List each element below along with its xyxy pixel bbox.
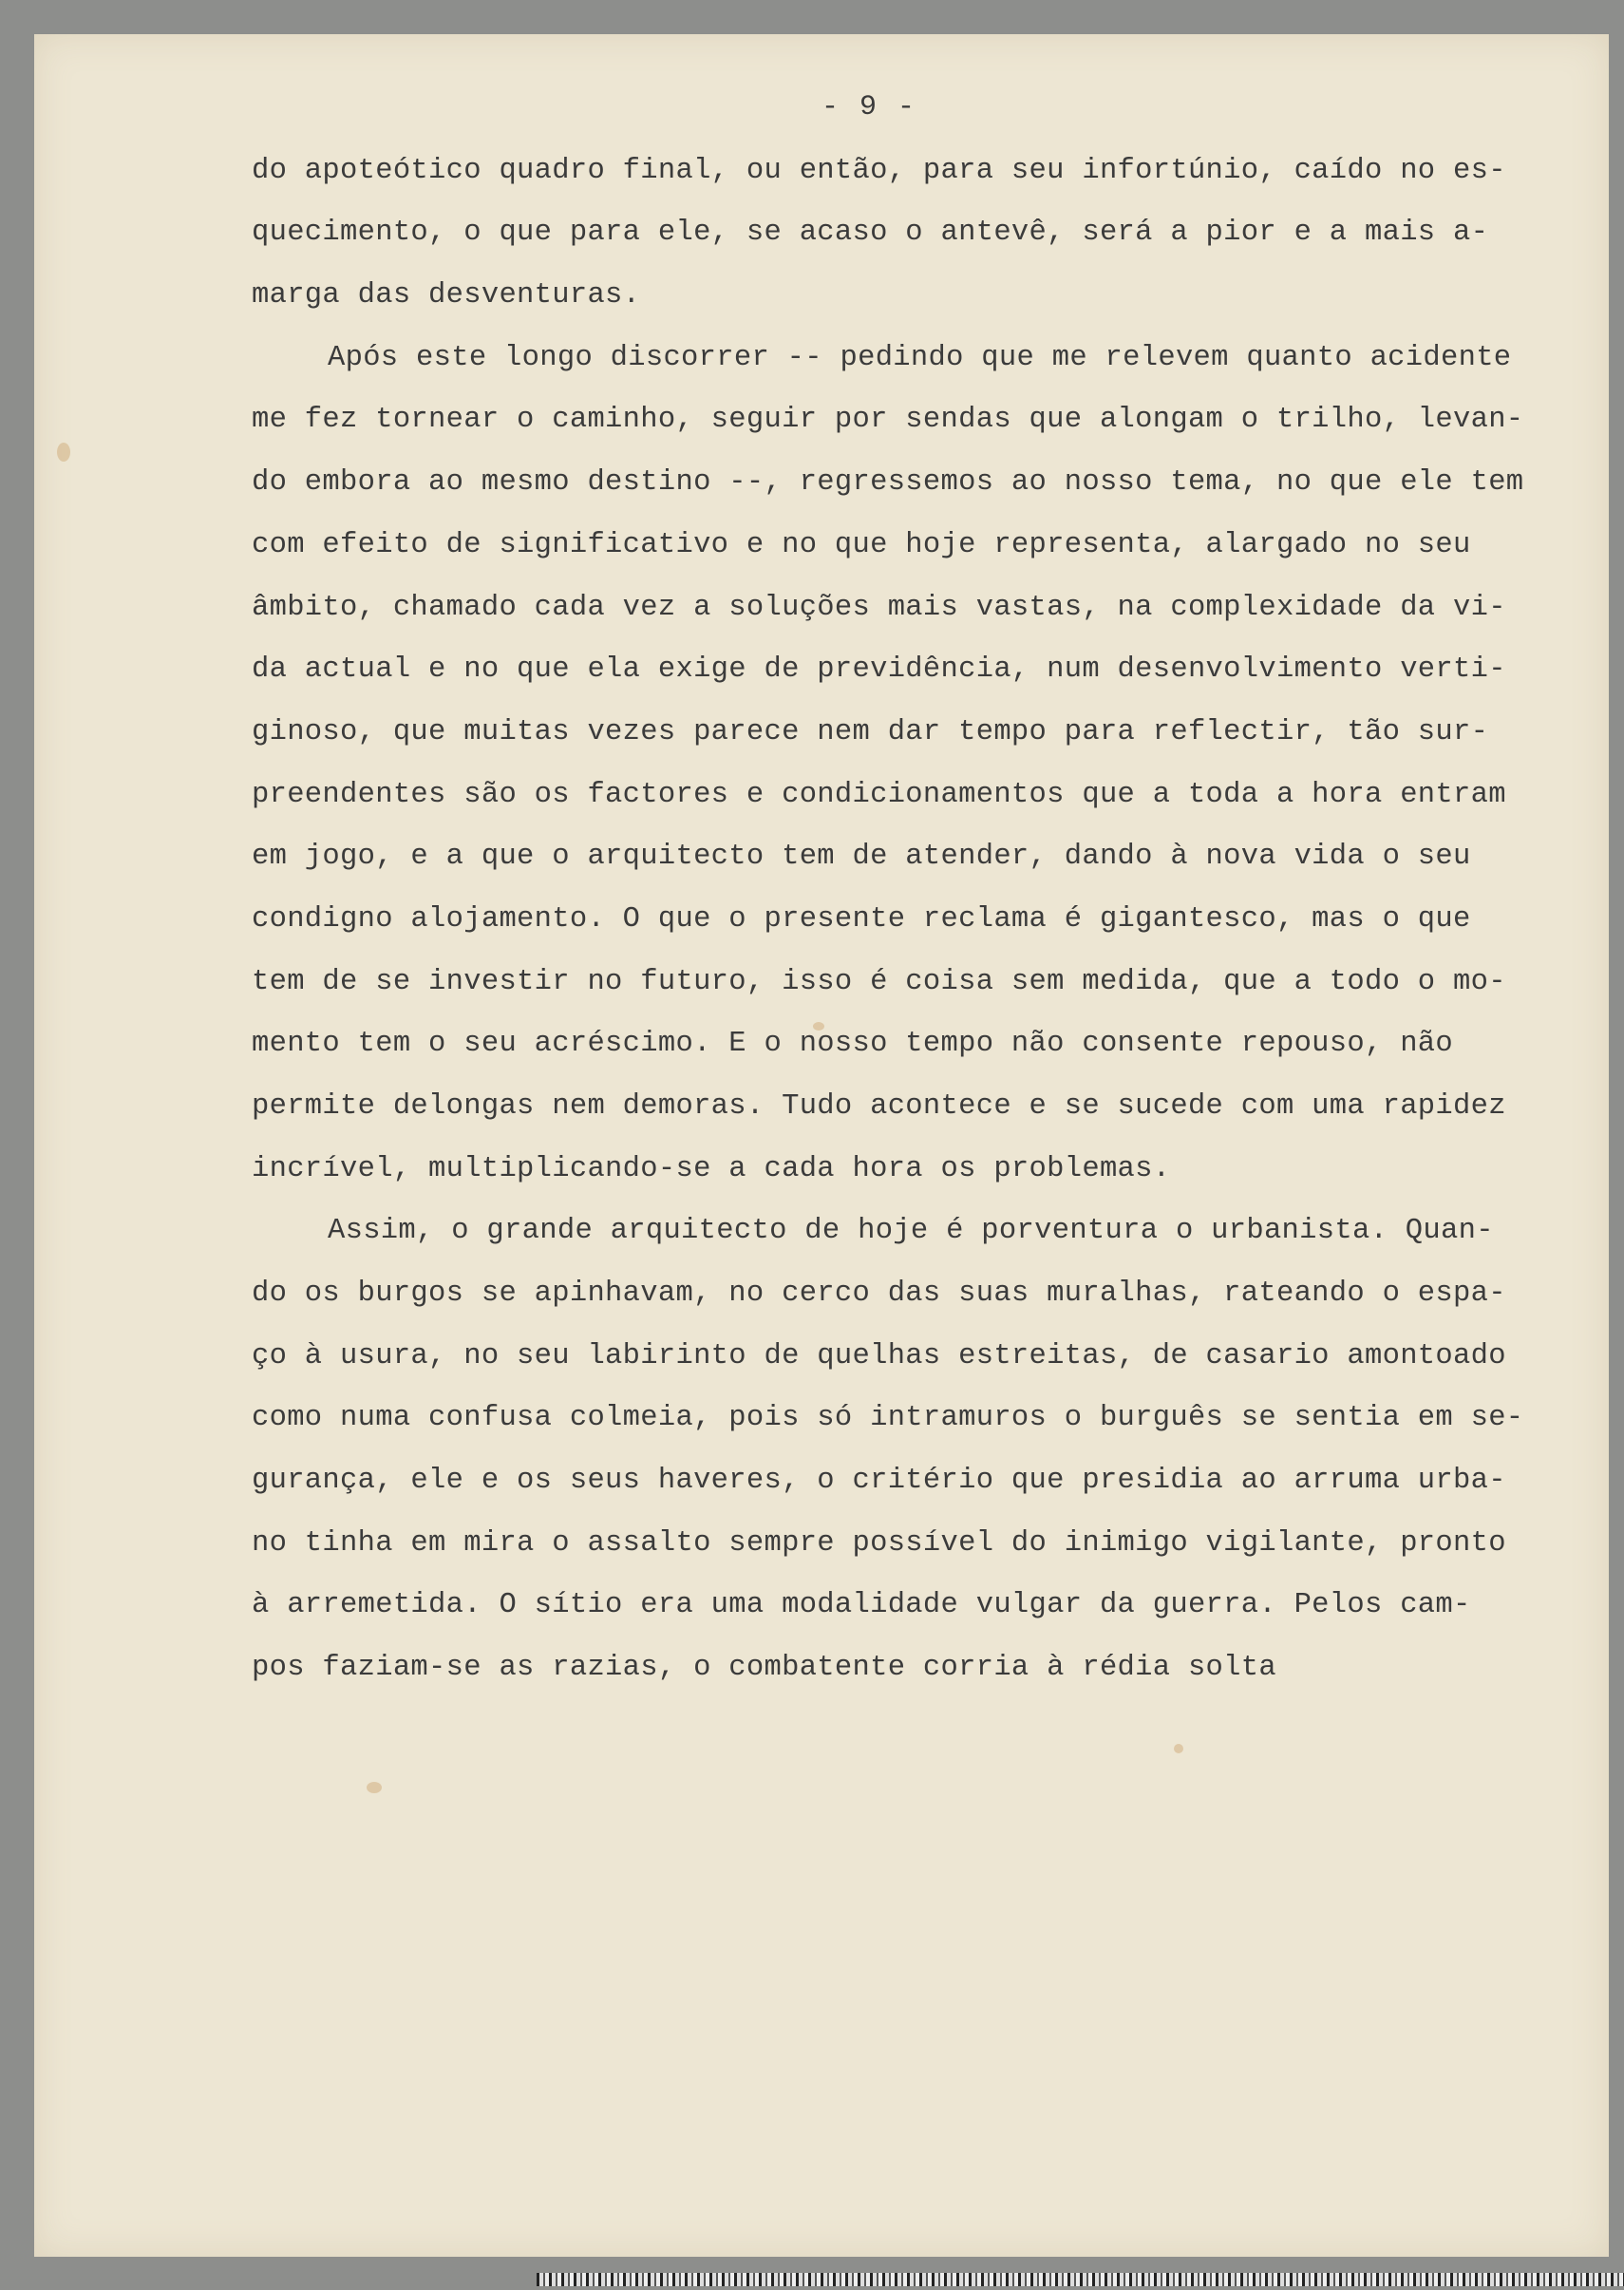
text-line: mento tem o seu acréscimo. E o nosso tempo não consente repouso, não (252, 1028, 1454, 1060)
text-line: quecimento, o que para ele, se acaso o antevê, será a pior e a mais a- (252, 217, 1489, 249)
text-line: do os burgos se apinhavam, no cerco das suas muralhas, rateando o espa- (252, 1277, 1506, 1310)
text-line: do apoteótico quadro final, ou então, para seu infortúnio, caído no es- (252, 155, 1506, 187)
text-line: incrível, multiplicando-se a cada hora os problemas. (252, 1153, 1171, 1185)
page-number: - 9 - (821, 91, 916, 123)
text-line: preendentes são os factores e condicionamentos que a toda a hora entram (252, 779, 1506, 811)
text-line: ço à usura, no seu labirinto de quelhas estreitas, de casario amontoado (252, 1340, 1506, 1372)
text-line: da actual e no que ela exige de previdência, num desenvolvimento verti- (252, 653, 1506, 686)
stain (1174, 1744, 1183, 1753)
text-line: me fez tornear o caminho, seguir por sendas que alongam o trilho, levan- (252, 404, 1524, 436)
stain (57, 443, 70, 462)
text-line: âmbito, chamado cada vez a soluções mais vastas, na complexidade da vi- (252, 592, 1506, 624)
scale-bar (537, 2273, 1624, 2286)
text-line: Assim, o grande arquitecto de hoje é porventura o urbanista. Quan- (328, 1215, 1494, 1247)
text-line: condigno alojamento. O que o presente reclama é gigantesco, mas o que (252, 903, 1471, 936)
text-line: como numa confusa colmeia, pois só intramuros o burguês se sentia em se- (252, 1402, 1524, 1434)
text-line: à arremetida. O sítio era uma modalidade vulgar da guerra. Pelos cam- (252, 1589, 1471, 1621)
text-line: permite delongas nem demoras. Tudo acontece e se sucede com uma rapidez (252, 1090, 1506, 1123)
text-line: gurança, ele e os seus haveres, o critério que presidia ao arruma urba- (252, 1465, 1506, 1497)
text-line: pos faziam-se as razias, o combatente corria à rédia solta (252, 1652, 1276, 1684)
text-line: marga das desventuras. (252, 279, 641, 312)
text-line: do embora ao mesmo destino --, regressemos ao nosso tema, no que ele tem (252, 466, 1524, 499)
text-line: no tinha em mira o assalto sempre possível do inimigo vigilante, pronto (252, 1527, 1506, 1560)
text-line: em jogo, e a que o arquitecto tem de atender, dando à nova vida o seu (252, 841, 1471, 873)
text-line: Após este longo discorrer -- pedindo que me relevem quanto acidente (328, 342, 1512, 374)
text-line: tem de se investir no futuro, isso é coisa sem medida, que a todo o mo- (252, 966, 1506, 998)
stain (367, 1782, 382, 1793)
text-line: ginoso, que muitas vezes parece nem dar tempo para reflectir, tão sur- (252, 716, 1489, 748)
text-line: com efeito de significativo e no que hoje representa, alargado no seu (252, 529, 1471, 561)
